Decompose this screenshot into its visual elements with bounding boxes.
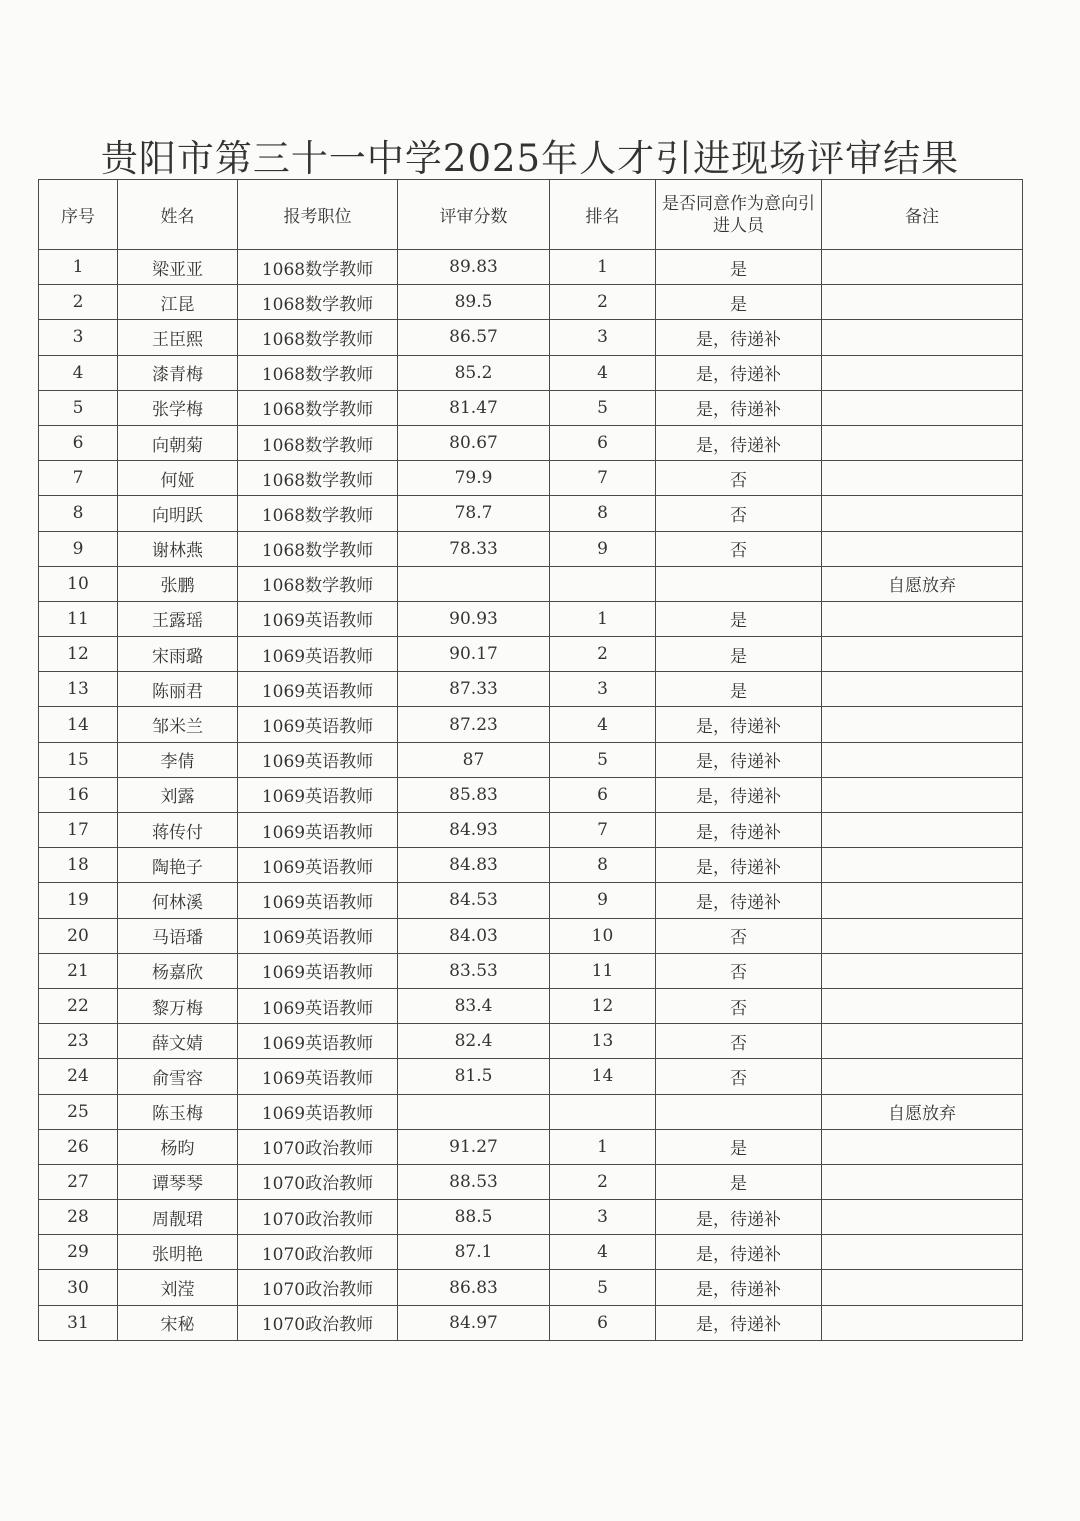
table-row (39, 531, 1023, 566)
cell-position: 1070政治教师 (238, 1235, 398, 1270)
header-note: 备注 (822, 180, 1023, 250)
cell-agree: 是，待递补 (656, 1270, 822, 1305)
cell-name: 蒋传付 (118, 813, 238, 848)
table-row (39, 320, 1023, 355)
cell-score: 89.5 (398, 285, 550, 320)
cell-note (822, 390, 1023, 425)
cell-score: 82.4 (398, 1024, 550, 1059)
table-row (39, 1235, 1023, 1270)
table-row (39, 1024, 1023, 1059)
cell-agree: 否 (656, 918, 822, 953)
cell-agree: 是，待递补 (656, 813, 822, 848)
cell-rank: 4 (550, 355, 656, 390)
cell-note (822, 601, 1023, 636)
cell-note (822, 777, 1023, 812)
cell-seq: 30 (39, 1270, 118, 1305)
table-row (39, 601, 1023, 636)
cell-agree: 是，待递补 (656, 390, 822, 425)
cell-name: 李倩 (118, 742, 238, 777)
cell-name: 邹米兰 (118, 707, 238, 742)
table-row (39, 355, 1023, 390)
cell-seq: 8 (39, 496, 118, 531)
cell-name: 陈丽君 (118, 672, 238, 707)
cell-note (822, 425, 1023, 460)
cell-agree: 否 (656, 1024, 822, 1059)
cell-note (822, 355, 1023, 390)
cell-position: 1069英语教师 (238, 777, 398, 812)
cell-rank: 3 (550, 672, 656, 707)
cell-agree: 是，待递补 (656, 1235, 822, 1270)
cell-name: 张鹏 (118, 566, 238, 601)
cell-name: 薛文婧 (118, 1024, 238, 1059)
table-row (39, 1270, 1023, 1305)
cell-position: 1069英语教师 (238, 953, 398, 988)
table-row (39, 672, 1023, 707)
cell-note (822, 461, 1023, 496)
cell-name: 漆青梅 (118, 355, 238, 390)
cell-seq: 13 (39, 672, 118, 707)
cell-score (398, 1094, 550, 1129)
cell-note (822, 988, 1023, 1023)
cell-agree: 是 (656, 637, 822, 672)
cell-agree: 是 (656, 1129, 822, 1164)
cell-agree: 否 (656, 1059, 822, 1094)
cell-seq: 20 (39, 918, 118, 953)
table-row (39, 637, 1023, 672)
cell-name: 谭琴琴 (118, 1164, 238, 1199)
cell-position: 1068数学教师 (238, 496, 398, 531)
cell-name: 俞雪容 (118, 1059, 238, 1094)
results-table (38, 179, 1023, 1341)
cell-seq: 7 (39, 461, 118, 496)
cell-agree (656, 1094, 822, 1129)
table-row (39, 988, 1023, 1023)
cell-note (822, 707, 1023, 742)
cell-rank: 13 (550, 1024, 656, 1059)
cell-rank: 2 (550, 637, 656, 672)
cell-position: 1068数学教师 (238, 285, 398, 320)
cell-note (822, 531, 1023, 566)
cell-note (822, 1305, 1023, 1340)
cell-agree: 是 (656, 250, 822, 285)
cell-agree (656, 566, 822, 601)
cell-agree: 是，待递补 (656, 883, 822, 918)
cell-agree: 否 (656, 531, 822, 566)
cell-name: 刘露 (118, 777, 238, 812)
cell-position: 1069英语教师 (238, 1059, 398, 1094)
cell-seq: 17 (39, 813, 118, 848)
cell-rank: 2 (550, 1164, 656, 1199)
cell-seq: 26 (39, 1129, 118, 1164)
table-row (39, 425, 1023, 460)
cell-seq: 16 (39, 777, 118, 812)
cell-name: 向朝菊 (118, 425, 238, 460)
cell-rank: 9 (550, 531, 656, 566)
cell-note (822, 953, 1023, 988)
cell-rank: 8 (550, 496, 656, 531)
cell-note (822, 1200, 1023, 1235)
cell-seq: 15 (39, 742, 118, 777)
table-row (39, 1200, 1023, 1235)
cell-seq: 5 (39, 390, 118, 425)
cell-seq: 21 (39, 953, 118, 988)
cell-name: 黎万梅 (118, 988, 238, 1023)
cell-agree: 是，待递补 (656, 320, 822, 355)
cell-agree: 是 (656, 601, 822, 636)
table-row (39, 390, 1023, 425)
cell-agree: 是 (656, 285, 822, 320)
table-row (39, 742, 1023, 777)
cell-name: 张学梅 (118, 390, 238, 425)
cell-position: 1068数学教师 (238, 355, 398, 390)
cell-score: 84.03 (398, 918, 550, 953)
table-row (39, 496, 1023, 531)
cell-name: 张明艳 (118, 1235, 238, 1270)
cell-note (822, 883, 1023, 918)
cell-position: 1068数学教师 (238, 320, 398, 355)
cell-score: 84.97 (398, 1305, 550, 1340)
cell-rank: 7 (550, 813, 656, 848)
cell-score: 87.33 (398, 672, 550, 707)
cell-score: 87.1 (398, 1235, 550, 1270)
table-row (39, 461, 1023, 496)
table-row (39, 1305, 1023, 1340)
cell-score: 87 (398, 742, 550, 777)
cell-seq: 10 (39, 566, 118, 601)
cell-agree: 是，待递补 (656, 1200, 822, 1235)
cell-score: 81.5 (398, 1059, 550, 1094)
cell-seq: 3 (39, 320, 118, 355)
cell-score: 87.23 (398, 707, 550, 742)
cell-note (822, 1024, 1023, 1059)
cell-position: 1069英语教师 (238, 813, 398, 848)
cell-score: 84.53 (398, 883, 550, 918)
cell-note (822, 848, 1023, 883)
cell-rank: 11 (550, 953, 656, 988)
cell-score (398, 566, 550, 601)
cell-name: 谢林燕 (118, 531, 238, 566)
table-row (39, 566, 1023, 601)
cell-score: 85.2 (398, 355, 550, 390)
cell-score: 91.27 (398, 1129, 550, 1164)
table-row (39, 1129, 1023, 1164)
cell-position: 1069英语教师 (238, 1094, 398, 1129)
cell-note (822, 496, 1023, 531)
cell-rank: 5 (550, 390, 656, 425)
header-seq: 序号 (39, 180, 118, 250)
cell-position: 1069英语教师 (238, 1024, 398, 1059)
cell-agree: 是，待递补 (656, 707, 822, 742)
cell-name: 杨昀 (118, 1129, 238, 1164)
cell-name: 杨嘉欣 (118, 953, 238, 988)
cell-position: 1068数学教师 (238, 425, 398, 460)
cell-name: 宋雨璐 (118, 637, 238, 672)
cell-note (822, 1059, 1023, 1094)
cell-position: 1069英语教师 (238, 601, 398, 636)
cell-rank: 6 (550, 777, 656, 812)
cell-seq: 12 (39, 637, 118, 672)
cell-seq: 25 (39, 1094, 118, 1129)
cell-position: 1068数学教师 (238, 531, 398, 566)
cell-note (822, 1129, 1023, 1164)
cell-rank: 3 (550, 320, 656, 355)
cell-note: 自愿放弃 (822, 566, 1023, 601)
cell-position: 1070政治教师 (238, 1270, 398, 1305)
cell-score: 86.83 (398, 1270, 550, 1305)
cell-rank: 8 (550, 848, 656, 883)
cell-seq: 29 (39, 1235, 118, 1270)
table-row (39, 918, 1023, 953)
cell-note (822, 742, 1023, 777)
cell-note (822, 1164, 1023, 1199)
cell-rank: 6 (550, 1305, 656, 1340)
cell-name: 何娅 (118, 461, 238, 496)
table-header-row (39, 180, 1023, 250)
cell-seq: 14 (39, 707, 118, 742)
cell-seq: 2 (39, 285, 118, 320)
header-rank: 排名 (550, 180, 656, 250)
table-body (39, 250, 1023, 1341)
cell-score: 86.57 (398, 320, 550, 355)
cell-agree: 否 (656, 461, 822, 496)
cell-position: 1069英语教师 (238, 637, 398, 672)
cell-note (822, 637, 1023, 672)
cell-note (822, 250, 1023, 285)
cell-score: 84.83 (398, 848, 550, 883)
cell-agree: 是，待递补 (656, 777, 822, 812)
table-row (39, 813, 1023, 848)
cell-score: 84.93 (398, 813, 550, 848)
cell-rank: 12 (550, 988, 656, 1023)
cell-note (822, 672, 1023, 707)
cell-position: 1069英语教师 (238, 848, 398, 883)
cell-position: 1070政治教师 (238, 1305, 398, 1340)
cell-agree: 否 (656, 988, 822, 1023)
cell-seq: 31 (39, 1305, 118, 1340)
cell-name: 周靓珺 (118, 1200, 238, 1235)
table-row (39, 1094, 1023, 1129)
cell-position: 1068数学教师 (238, 566, 398, 601)
cell-name: 王臣熙 (118, 320, 238, 355)
cell-rank: 6 (550, 425, 656, 460)
cell-seq: 1 (39, 250, 118, 285)
cell-note (822, 813, 1023, 848)
cell-name: 刘滢 (118, 1270, 238, 1305)
cell-rank: 5 (550, 742, 656, 777)
cell-agree: 是，待递补 (656, 1305, 822, 1340)
cell-agree: 否 (656, 953, 822, 988)
cell-position: 1068数学教师 (238, 250, 398, 285)
cell-name: 马语璠 (118, 918, 238, 953)
cell-agree: 否 (656, 496, 822, 531)
table-row (39, 285, 1023, 320)
table-row (39, 953, 1023, 988)
cell-seq: 9 (39, 531, 118, 566)
cell-score: 85.83 (398, 777, 550, 812)
cell-seq: 4 (39, 355, 118, 390)
cell-score: 90.17 (398, 637, 550, 672)
cell-note (822, 1270, 1023, 1305)
cell-agree: 是 (656, 672, 822, 707)
cell-position: 1068数学教师 (238, 461, 398, 496)
cell-rank: 1 (550, 250, 656, 285)
table-row (39, 883, 1023, 918)
cell-position: 1070政治教师 (238, 1200, 398, 1235)
table-row (39, 848, 1023, 883)
cell-rank: 1 (550, 1129, 656, 1164)
header-score: 评审分数 (398, 180, 550, 250)
cell-score: 88.53 (398, 1164, 550, 1199)
cell-seq: 27 (39, 1164, 118, 1199)
cell-score: 78.7 (398, 496, 550, 531)
cell-seq: 18 (39, 848, 118, 883)
table-row (39, 1164, 1023, 1199)
header-name: 姓名 (118, 180, 238, 250)
cell-rank: 4 (550, 1235, 656, 1270)
cell-score: 83.4 (398, 988, 550, 1023)
cell-position: 1070政治教师 (238, 1164, 398, 1199)
cell-seq: 24 (39, 1059, 118, 1094)
cell-score: 88.5 (398, 1200, 550, 1235)
cell-score: 89.83 (398, 250, 550, 285)
cell-position: 1069英语教师 (238, 918, 398, 953)
table-row (39, 707, 1023, 742)
cell-position: 1069英语教师 (238, 742, 398, 777)
cell-position: 1069英语教师 (238, 707, 398, 742)
cell-rank: 7 (550, 461, 656, 496)
cell-rank: 4 (550, 707, 656, 742)
cell-score: 78.33 (398, 531, 550, 566)
cell-name: 陈玉梅 (118, 1094, 238, 1129)
cell-note (822, 918, 1023, 953)
cell-position: 1069英语教师 (238, 883, 398, 918)
cell-seq: 23 (39, 1024, 118, 1059)
table-row (39, 1059, 1023, 1094)
cell-score: 80.67 (398, 425, 550, 460)
cell-note: 自愿放弃 (822, 1094, 1023, 1129)
cell-seq: 19 (39, 883, 118, 918)
cell-rank: 1 (550, 601, 656, 636)
cell-agree: 是，待递补 (656, 355, 822, 390)
cell-score: 81.47 (398, 390, 550, 425)
cell-rank: 10 (550, 918, 656, 953)
cell-seq: 28 (39, 1200, 118, 1235)
cell-note (822, 285, 1023, 320)
cell-score: 83.53 (398, 953, 550, 988)
cell-agree: 是，待递补 (656, 742, 822, 777)
cell-position: 1069英语教师 (238, 672, 398, 707)
cell-score: 79.9 (398, 461, 550, 496)
cell-score: 90.93 (398, 601, 550, 636)
cell-name: 梁亚亚 (118, 250, 238, 285)
cell-seq: 6 (39, 425, 118, 460)
cell-name: 宋秘 (118, 1305, 238, 1340)
cell-rank (550, 566, 656, 601)
header-position: 报考职位 (238, 180, 398, 250)
cell-name: 向明跃 (118, 496, 238, 531)
cell-note (822, 320, 1023, 355)
table-row (39, 250, 1023, 285)
cell-rank: 3 (550, 1200, 656, 1235)
cell-name: 何林溪 (118, 883, 238, 918)
cell-name: 王露瑶 (118, 601, 238, 636)
cell-rank (550, 1094, 656, 1129)
table-row (39, 777, 1023, 812)
cell-rank: 5 (550, 1270, 656, 1305)
cell-agree: 是 (656, 1164, 822, 1199)
cell-position: 1070政治教师 (238, 1129, 398, 1164)
cell-rank: 2 (550, 285, 656, 320)
cell-name: 江昆 (118, 285, 238, 320)
cell-agree: 是，待递补 (656, 425, 822, 460)
document-title: 贵阳市第三十一中学2025年人才引进现场评审结果 (100, 137, 960, 180)
cell-seq: 22 (39, 988, 118, 1023)
cell-rank: 14 (550, 1059, 656, 1094)
cell-name: 陶艳子 (118, 848, 238, 883)
cell-note (822, 1235, 1023, 1270)
cell-rank: 9 (550, 883, 656, 918)
cell-position: 1068数学教师 (238, 390, 398, 425)
cell-seq: 11 (39, 601, 118, 636)
cell-position: 1069英语教师 (238, 988, 398, 1023)
cell-agree: 是，待递补 (656, 848, 822, 883)
header-agree: 是否同意作为意向引进人员 (656, 180, 822, 250)
